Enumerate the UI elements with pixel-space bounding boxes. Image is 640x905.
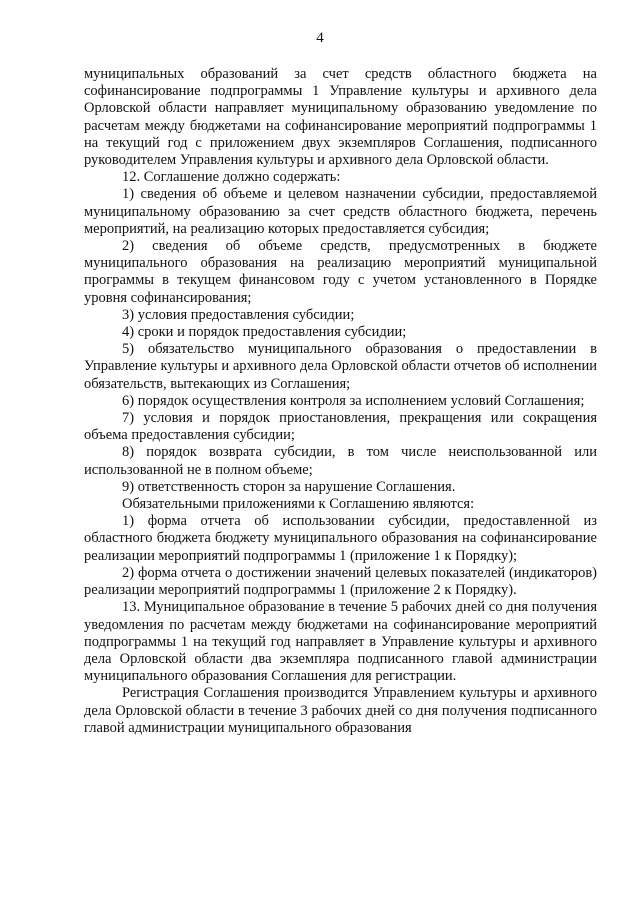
paragraph: 6) порядок осуществления контроля за исполнением условий Соглашения; [122, 392, 585, 409]
paragraph: 3) условия предоставления субсидии; [122, 306, 355, 323]
paragraph: 1) сведения об объеме и целевом назначении субсидии, предоставляемой муниципальному образованию за счет средств областного бюджета, перечень мероприятий, на реализацию которых предоставляется субсидия; [84, 186, 597, 237]
document-body [84, 66, 597, 737]
paragraph: 4) сроки и порядок предоставления субсидии; [122, 324, 407, 341]
paragraph: 12. Соглашение должно содержать: [122, 169, 341, 186]
paragraph: 8) порядок возврата субсидии, в том числе неиспользованной или использованной не в полном объеме; [84, 444, 597, 478]
paragraph: 5) обязательство муниципального образования о предоставлении в Управление культуры и архивного дела Орловской области отчетов об исполнении обязательств, вытекающих из Соглашения; [84, 341, 597, 392]
paragraph: 2) сведения об объеме средств, предусмотренных в бюджете муниципального образования на реализацию мероприятий муниципальной программы в текущем финансовом году с учетом установленного в Порядке уровня софинансирования; [84, 238, 597, 306]
page-number: 4 [316, 30, 324, 46]
paragraph: 13. Муниципальное образование в течение 5 рабочих дней со дня получения уведомления по расчетам между бюджетами на софинансирование мероприятий подпрограммы 1 на текущий год направляет в Управление культуры и архивного дела Орловской области два экземпляра подписанного главой администрации муниципального образования Соглашения для регистрации. [84, 599, 597, 685]
paragraph: Обязательными приложениями к Соглашению являются: [122, 496, 475, 513]
paragraph: 9) ответственность сторон за нарушение Соглашения. [122, 478, 456, 495]
paragraph: муниципальных образований за счет средств областного бюджета на софинансирование подпрограммы 1 Управление культуры и архивного дела Орловской области направляет муниципальному образованию уведомление по расчетам между бюджетами на софинансирование мероприятий подпрограммы 1 на текущий год с приложением двух экземпляров Соглашения, подписанного руководителем Управления культуры и архивного дела Орловской области. [84, 66, 597, 169]
paragraph: 2) форма отчета о достижении значений целевых показателей (индикаторов) реализации мероприятий подпрограммы 1 (приложение 2 к Порядку). [84, 564, 597, 599]
paragraph: 7) условия и порядок приостановления, прекращения или сокращения объема предоставления субсидии; [84, 410, 597, 444]
paragraph: 1) форма отчета об использовании субсидии, предоставленной из областного бюджета бюджету муниципального образования на софинансирование реализации мероприятий подпрограммы 1 (приложение 1 к Порядку); [84, 513, 597, 564]
paragraph: Регистрация Соглашения производится Управлением культуры и архивного дела Орловской области в течение 3 рабочих дней со дня получения подписанного главой администрации муниципального образования [84, 685, 597, 736]
